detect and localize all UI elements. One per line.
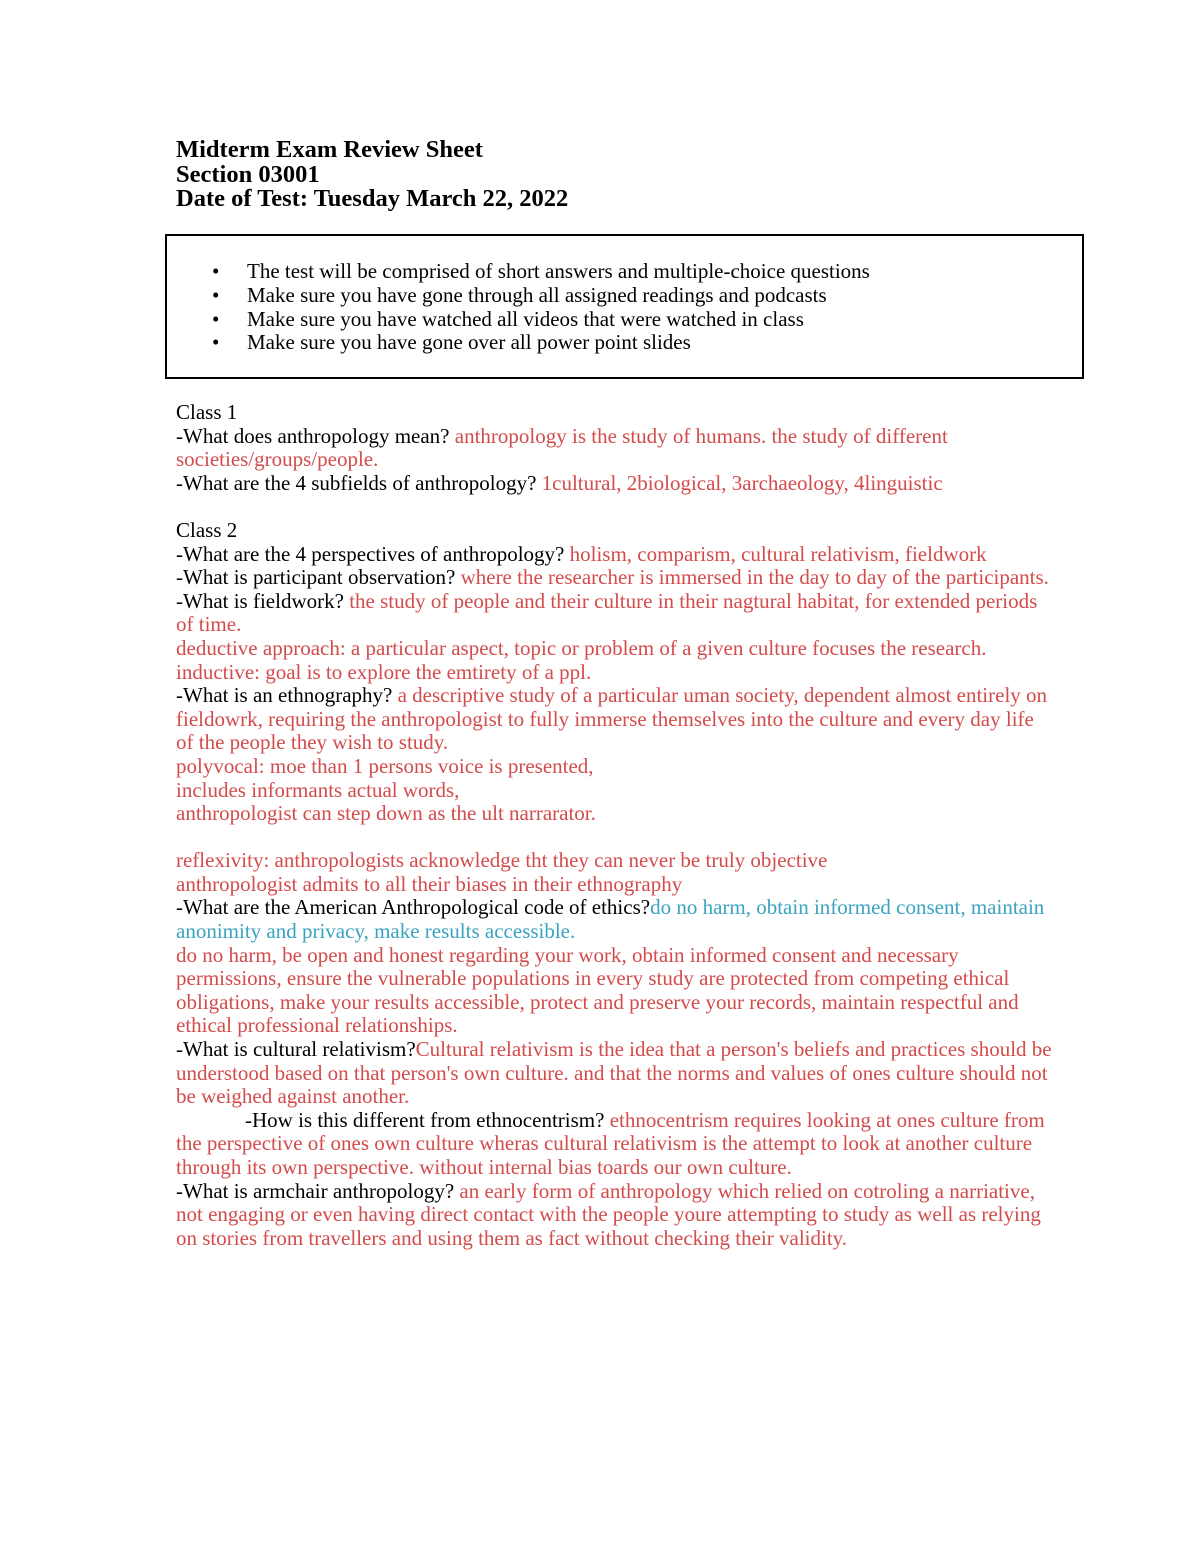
question-item: [176, 472, 1056, 496]
document-title: Midterm Exam Review Sheet: [176, 136, 483, 163]
question-text: -What is fieldwork?: [176, 588, 344, 613]
question-item: [176, 896, 1056, 943]
note-text: includes informants actual words,: [176, 777, 460, 802]
section-number: Section 03001: [176, 160, 320, 188]
spacer: [176, 495, 1056, 519]
question-text: -What is armchair anthropology?: [176, 1178, 455, 1203]
instructions-list: [167, 260, 870, 355]
question-item: [176, 1038, 1056, 1109]
question-item: [176, 590, 1056, 637]
instructions-box: [165, 234, 1084, 379]
spacer: [176, 826, 1056, 850]
test-date: Date of Test: Tuesday March 22, 2022: [176, 185, 569, 212]
question-item: [176, 1109, 1056, 1180]
bullet-icon: •: [212, 259, 220, 283]
question-item: [176, 1180, 1056, 1251]
question-text: -What is an ethnography?: [176, 683, 393, 708]
note-text: polyvocal: moe than 1 persons voice is presented,: [176, 753, 594, 778]
instruction-item: • Make sure you have gone over all power point slides: [212, 330, 691, 355]
bullet-icon: •: [212, 330, 220, 355]
question-text: -What does anthropology mean?: [176, 423, 450, 448]
document-header: [176, 138, 568, 212]
answer-text: Cultural relativism is the idea that a person's beliefs and practices should be understood based on that person's own culture. and that the norms and values of ones culture should not be weighed against another.: [176, 1037, 1052, 1109]
bullet-icon: •: [212, 282, 220, 307]
note-text: inductive: goal is to explore the emtirety of a ppl.: [176, 659, 592, 684]
question-item: [176, 425, 1056, 472]
answer-text: where the researcher is immersed in the day to day of the participants.: [460, 565, 1049, 590]
answer-text: anthropology is the study of humans. the study of different societies/groups/people.: [176, 423, 948, 472]
question-text: -What are the 4 subfields of anthropology?: [176, 470, 537, 495]
instruction-item: • Make sure you have watched all videos that were watched in class: [212, 306, 804, 331]
review-body: [176, 401, 1056, 1250]
question-text: -How is this different from ethnocentrism?: [245, 1107, 605, 1132]
bullet-icon: •: [212, 306, 220, 331]
answer-text: an early form of anthropology which relied on cotroling a narriative, not engaging or even having direct contact with the people youre attempting to study as well as relying on stories from travellers and using them as fact without checking their validity.: [176, 1178, 1041, 1250]
answer-text: holism, comparism, cultural relativism, fieldwork: [569, 541, 987, 566]
answer-text: do no harm, be open and honest regarding your work, obtain informed consent and necessary permissions, ensure the vulnerable populations in every study are protected from competing ethical obligations, make your results accessible, protect and preserve your records, maintain respectful and ethical professional relationships.: [176, 942, 1019, 1038]
note-text: anthropologist can step down as the ult narrarator.: [176, 801, 596, 826]
answer-text: do no harm, obtain informed consent, maintain anonimity and privacy, make results accessible.: [176, 895, 1045, 944]
question-text: -What are the 4 perspectives of anthropology?: [176, 541, 565, 566]
question-item: [176, 566, 1056, 590]
question-text: -What are the American Anthropological code of ethics?: [176, 895, 651, 920]
class2-heading: Class 2: [176, 517, 238, 542]
question-item: [176, 543, 1056, 567]
answer-text: a descriptive study of a particular uman society, dependent almost entirely on fieldowrk, requiring the anthropologist to fully immerse themselves into the culture and every day life of the people they wish to study.: [176, 683, 1048, 755]
instruction-item: • The test will be comprised of short answers and multiple-choice questions: [212, 259, 870, 283]
answer-text: 1cultural, 2biological, 3archaeology, 4linguistic: [541, 470, 943, 495]
answer-text: ethnocentrism requires looking at ones culture from the perspective of ones own culture wheras cultural relativism is the attempt to look at another culture through its own perspective. without internal bias toards our own culture.: [176, 1107, 1045, 1179]
answer-text: the study of people and their culture in their nagtural habitat, for extended periods of time.: [176, 588, 1038, 637]
question-text: -What is cultural relativism?: [176, 1037, 416, 1062]
question-item: [176, 684, 1056, 755]
class1-heading: Class 1: [176, 400, 238, 424]
note-text: deductive approach: a particular aspect, topic or problem of a given culture focuses the research.: [176, 635, 987, 660]
note-text: anthropologist admits to all their biases in their ethnography: [176, 871, 683, 896]
question-text: -What is participant observation?: [176, 565, 456, 590]
instruction-item: • Make sure you have gone through all assigned readings and podcasts: [212, 282, 827, 307]
note-text: reflexivity: anthropologists acknowledge tht they can never be truly objective: [176, 848, 828, 873]
